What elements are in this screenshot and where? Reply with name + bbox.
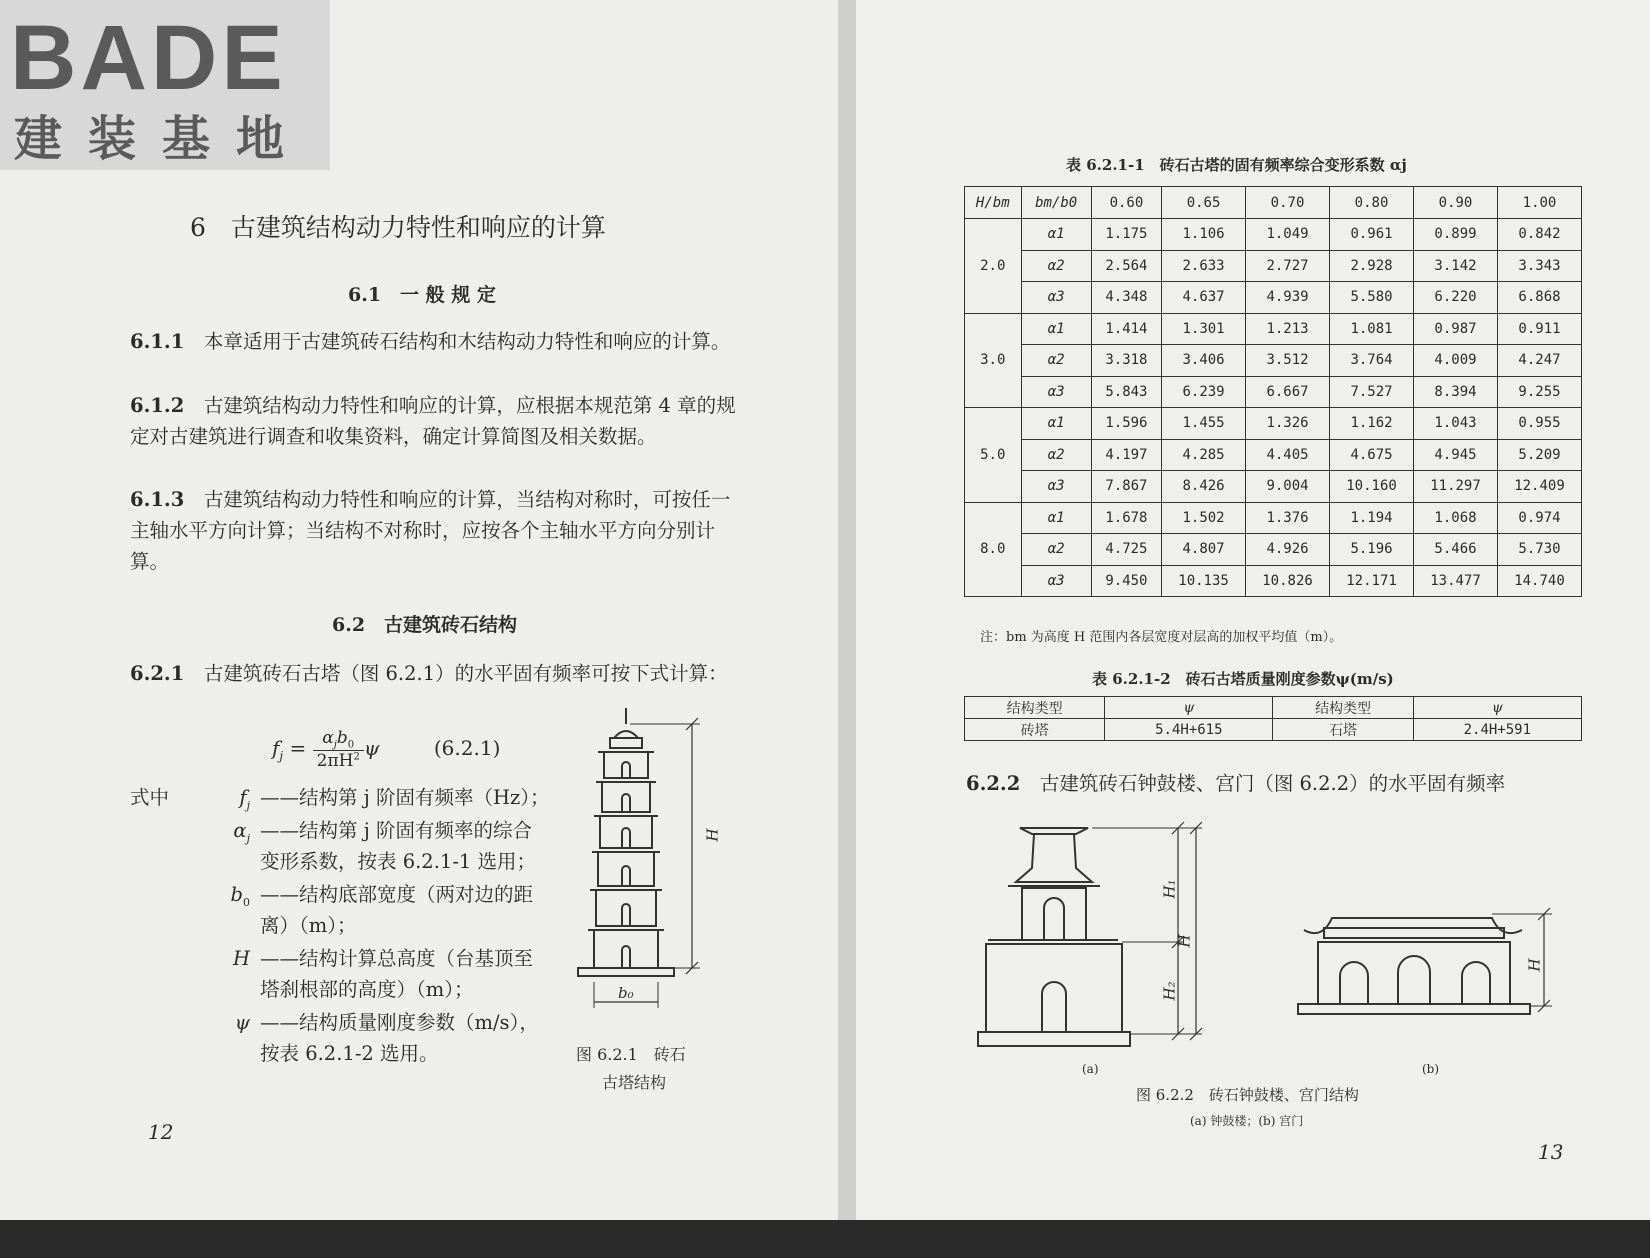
fig2-label-H2: H₂ xyxy=(1160,981,1179,1001)
clause-number: 6.2.2 xyxy=(966,772,1021,795)
table1-alpha-cell: α2 xyxy=(1021,345,1091,377)
table1-value-cell: 4.009 xyxy=(1414,345,1498,377)
table1-value-cell: 0.899 xyxy=(1414,219,1498,251)
table1-value-cell: 3.406 xyxy=(1162,345,1246,377)
page-number: 13 xyxy=(1538,1140,1564,1164)
table1-h-ratio-cell: 3.0 xyxy=(965,313,1022,408)
table-6-2-1-2-title: 表 6.2.1-2 砖石古塔质量刚度参数ψ(m/s) xyxy=(1092,670,1394,688)
table1-header-cell: 0.90 xyxy=(1414,187,1498,219)
table1-row xyxy=(965,471,1582,503)
clause-text: 古建筑结构动力特性和响应的计算，当结构对称时，可按任一主轴水平方向计算；当结构不对称时，应按各个主轴水平方向分别计算。 xyxy=(130,488,731,573)
table1-row xyxy=(965,408,1582,440)
fig2-label-H-left: H xyxy=(1175,934,1194,948)
fig2-label-H1: H₁ xyxy=(1160,879,1179,899)
table1-value-cell: 14.740 xyxy=(1498,565,1582,597)
table1-value-cell: 4.675 xyxy=(1330,439,1414,471)
table1-value-cell: 1.106 xyxy=(1162,219,1246,251)
table1-h-ratio-cell: 2.0 xyxy=(965,219,1022,314)
table1-header-cell: bm/b0 xyxy=(1021,187,1091,219)
table1-value-cell: 7.867 xyxy=(1091,471,1161,503)
right-page xyxy=(856,0,1650,1220)
clause-6-2-1 xyxy=(130,658,740,689)
table1-value-cell: 4.348 xyxy=(1091,282,1161,314)
table1-value-cell: 6.667 xyxy=(1246,376,1330,408)
table1-value-cell: 3.343 xyxy=(1498,250,1582,282)
table1-value-cell: 1.213 xyxy=(1246,313,1330,345)
table1-value-cell: 5.466 xyxy=(1414,534,1498,566)
table1-header-cell: 1.00 xyxy=(1498,187,1582,219)
table1-row xyxy=(965,376,1582,408)
table1-value-cell: 9.004 xyxy=(1246,471,1330,503)
pagoda-figure xyxy=(560,702,740,1022)
table1-value-cell: 5.196 xyxy=(1330,534,1414,566)
table1-value-cell: 0.955 xyxy=(1498,408,1582,440)
table1-value-cell: 3.512 xyxy=(1246,345,1330,377)
table-6-2-1-1 xyxy=(964,186,1582,597)
clause-6-1-2 xyxy=(130,390,740,452)
watermark-brand-cn: 建装基地 xyxy=(14,111,311,167)
table1-value-cell: 8.394 xyxy=(1414,376,1498,408)
table1-value-cell: 13.477 xyxy=(1414,565,1498,597)
clause-6-1-1 xyxy=(130,326,740,357)
table2-header-cell: 结构类型 xyxy=(965,697,1105,719)
clause-number: 6.2.1 xyxy=(130,662,185,685)
table1-value-cell: 1.194 xyxy=(1330,502,1414,534)
table1-value-cell: 2.564 xyxy=(1091,250,1161,282)
table1-value-cell: 10.135 xyxy=(1162,565,1246,597)
table1-value-cell: 4.939 xyxy=(1246,282,1330,314)
table1-h-ratio-cell: 8.0 xyxy=(965,502,1022,597)
table1-alpha-cell: α1 xyxy=(1021,502,1091,534)
table1-value-cell: 4.285 xyxy=(1162,439,1246,471)
table2-cell: 石塔 xyxy=(1273,719,1413,741)
table1-value-cell: 1.455 xyxy=(1162,408,1246,440)
section-6-2-heading: 6.2 古建筑砖石结构 xyxy=(332,614,518,636)
table2-header-cell: 结构类型 xyxy=(1273,697,1413,719)
table1-value-cell: 8.426 xyxy=(1162,471,1246,503)
table-6-2-1-1-title: 表 6.2.1-1 砖石古塔的固有频率综合变形系数 αj xyxy=(1066,156,1407,174)
table1-alpha-cell: α3 xyxy=(1021,376,1091,408)
fig2-label-b: (b) xyxy=(1422,1062,1440,1076)
table1-header-cell: 0.70 xyxy=(1246,187,1330,219)
table1-value-cell: 0.842 xyxy=(1498,219,1582,251)
watermark-brand-en: BADE xyxy=(10,7,287,109)
table1-value-cell: 1.376 xyxy=(1246,502,1330,534)
table1-value-cell: 4.725 xyxy=(1091,534,1161,566)
table1-value-cell: 1.043 xyxy=(1414,408,1498,440)
formula-6-2-1: $f_j$ = $\alpha_jb_0$ $2\pi H^2$ ψ (6.2.1) xyxy=(272,728,501,772)
where-label: 式中 xyxy=(130,786,170,809)
table1-value-cell: 12.409 xyxy=(1498,471,1582,503)
definitions-list xyxy=(190,782,550,1069)
table1-value-cell: 4.405 xyxy=(1246,439,1330,471)
page-number: 12 xyxy=(148,1120,174,1144)
table1-alpha-cell: α2 xyxy=(1021,439,1091,471)
table-6-2-1-1-note: 注：bm 为高度 H 范围内各层宽度对层高的加权平均值（m）。 xyxy=(980,630,1343,645)
table1-alpha-cell: α1 xyxy=(1021,219,1091,251)
table1-row xyxy=(965,250,1582,282)
left-page xyxy=(0,0,850,1220)
table1-value-cell: 5.843 xyxy=(1091,376,1161,408)
table1-value-cell: 5.209 xyxy=(1498,439,1582,471)
table1-value-cell: 1.081 xyxy=(1330,313,1414,345)
table1-row xyxy=(965,282,1582,314)
table1-alpha-cell: α1 xyxy=(1021,408,1091,440)
watermark-logo xyxy=(0,0,330,170)
fig2-label-H-right: H xyxy=(1525,958,1544,972)
table1-alpha-cell: α3 xyxy=(1021,282,1091,314)
table-6-2-1-2 xyxy=(964,696,1582,741)
table1-value-cell: 0.974 xyxy=(1498,502,1582,534)
table1-row xyxy=(965,565,1582,597)
clause-number: 6.1.1 xyxy=(130,330,185,353)
table1-alpha-cell: α2 xyxy=(1021,534,1091,566)
definition-item: ψ ——结构质量刚度参数（m/s），按表 6.2.1-2 选用。 xyxy=(234,1011,539,1065)
table1-value-cell: 12.171 xyxy=(1330,565,1414,597)
fig2-label-a: (a) xyxy=(1082,1062,1099,1076)
table1-row xyxy=(965,219,1582,251)
clause-text: 本章适用于古建筑砖石结构和木结构动力特性和响应的计算。 xyxy=(203,330,731,353)
table1-alpha-cell: α3 xyxy=(1021,471,1091,503)
table1-value-cell: 0.911 xyxy=(1498,313,1582,345)
palace-gate-figure xyxy=(1292,900,1562,1030)
table1-value-cell: 2.727 xyxy=(1246,250,1330,282)
figure-label-b0: b₀ xyxy=(618,984,634,1002)
table1-value-cell: 9.255 xyxy=(1498,376,1582,408)
table1-value-cell: 1.326 xyxy=(1246,408,1330,440)
table1-value-cell: 2.633 xyxy=(1162,250,1246,282)
table1-value-cell: 4.197 xyxy=(1091,439,1161,471)
table1-row xyxy=(965,345,1582,377)
table1-h-ratio-cell: 5.0 xyxy=(965,408,1022,503)
table1-value-cell: 6.220 xyxy=(1414,282,1498,314)
table1-value-cell: 1.049 xyxy=(1246,219,1330,251)
table1-value-cell: 3.318 xyxy=(1091,345,1161,377)
table1-value-cell: 1.596 xyxy=(1091,408,1161,440)
table1-header-cell: H/bm xyxy=(965,187,1022,219)
section-6-1-heading: 6.1 一 般 规 定 xyxy=(348,284,496,306)
table1-header-cell: 0.80 xyxy=(1330,187,1414,219)
formula-fraction: $\alpha_jb_0$ $2\pi H^2$ xyxy=(313,728,364,771)
definition-item: $f_j$ ——结构第 j 阶固有频率（Hz）； xyxy=(239,786,550,812)
table1-alpha-cell: α2 xyxy=(1021,250,1091,282)
clause-number: 6.1.2 xyxy=(130,394,185,417)
table1-value-cell: 1.175 xyxy=(1091,219,1161,251)
table1-value-cell: 5.730 xyxy=(1498,534,1582,566)
table1-value-cell: 1.162 xyxy=(1330,408,1414,440)
table1-value-cell: 4.926 xyxy=(1246,534,1330,566)
clause-text: 古建筑砖石古塔（图 6.2.1）的水平固有频率可按下式计算： xyxy=(203,662,728,685)
figure-caption-line-2: 古塔结构 xyxy=(602,1073,667,1092)
table1-value-cell: 6.239 xyxy=(1162,376,1246,408)
table2-cell: 2.4H+591 xyxy=(1413,719,1581,741)
table2-header-cell: ψ xyxy=(1105,697,1273,719)
figure-caption-line-1: 图 6.2.1 砖石 xyxy=(576,1045,686,1064)
table1-value-cell: 4.945 xyxy=(1414,439,1498,471)
bell-tower-figure xyxy=(962,812,1262,1058)
table1-header-cell: 0.65 xyxy=(1162,187,1246,219)
table1-value-cell: 3.764 xyxy=(1330,345,1414,377)
table1-value-cell: 3.142 xyxy=(1414,250,1498,282)
table1-value-cell: 2.928 xyxy=(1330,250,1414,282)
clause-6-2-2 xyxy=(966,768,1505,796)
table2-header-cell: ψ xyxy=(1413,697,1581,719)
table1-value-cell: 1.301 xyxy=(1162,313,1246,345)
fig2-caption: 图 6.2.2 砖石钟鼓楼、宫门结构 xyxy=(1136,1086,1359,1104)
table1-value-cell: 0.987 xyxy=(1414,313,1498,345)
table1-value-cell: 4.807 xyxy=(1162,534,1246,566)
table1-value-cell: 10.160 xyxy=(1330,471,1414,503)
table2-cell: 砖塔 xyxy=(965,719,1105,741)
table1-value-cell: 1.678 xyxy=(1091,502,1161,534)
table1-value-cell: 5.580 xyxy=(1330,282,1414,314)
definition-item: H ——结构计算总高度（台基顶至塔刹根部的高度）（m）； xyxy=(232,947,534,1001)
table1-header-cell: 0.60 xyxy=(1091,187,1161,219)
table1-value-cell: 1.068 xyxy=(1414,502,1498,534)
table1-alpha-cell: α1 xyxy=(1021,313,1091,345)
table1-value-cell: 4.247 xyxy=(1498,345,1582,377)
clause-number: 6.1.3 xyxy=(130,488,185,511)
table2-cell: 5.4H+615 xyxy=(1105,719,1273,741)
table1-row xyxy=(965,534,1582,566)
definition-item: $\alpha_j$ ——结构第 j 阶固有频率的综合变形系数，按表 6.2.1-1 选用； xyxy=(233,819,537,873)
table1-row xyxy=(965,313,1582,345)
clause-text: 古建筑砖石钟鼓楼、宫门（图 6.2.2）的水平固有频率 xyxy=(1039,772,1506,795)
formula-label: (6.2.1) xyxy=(433,736,501,761)
table1-value-cell: 10.826 xyxy=(1246,565,1330,597)
table1-value-cell: 0.961 xyxy=(1330,219,1414,251)
table1-value-cell: 11.297 xyxy=(1414,471,1498,503)
table1-row xyxy=(965,439,1582,471)
table1-value-cell: 6.868 xyxy=(1498,282,1582,314)
table1-value-cell: 7.527 xyxy=(1330,376,1414,408)
chapter-title: 6 古建筑结构动力特性和响应的计算 xyxy=(190,213,606,242)
table1-value-cell: 1.414 xyxy=(1091,313,1161,345)
definition-item: $b_0$ ——结构底部宽度（两对边的距离）（m）； xyxy=(230,883,534,937)
figure-label-H: H xyxy=(703,828,722,842)
fig2-subcaption: (a) 钟鼓楼；(b) 宫门 xyxy=(1190,1114,1304,1128)
table1-value-cell: 9.450 xyxy=(1091,565,1161,597)
clause-6-1-3 xyxy=(130,484,740,577)
table1-row xyxy=(965,502,1582,534)
table1-value-cell: 4.637 xyxy=(1162,282,1246,314)
table1-value-cell: 1.502 xyxy=(1162,502,1246,534)
clause-text: 古建筑结构动力特性和响应的计算，应根据本规范第 4 章的规定对古建筑进行调查和收集资料，确定计算简图及相关数据。 xyxy=(130,394,736,448)
table1-alpha-cell: α3 xyxy=(1021,565,1091,597)
